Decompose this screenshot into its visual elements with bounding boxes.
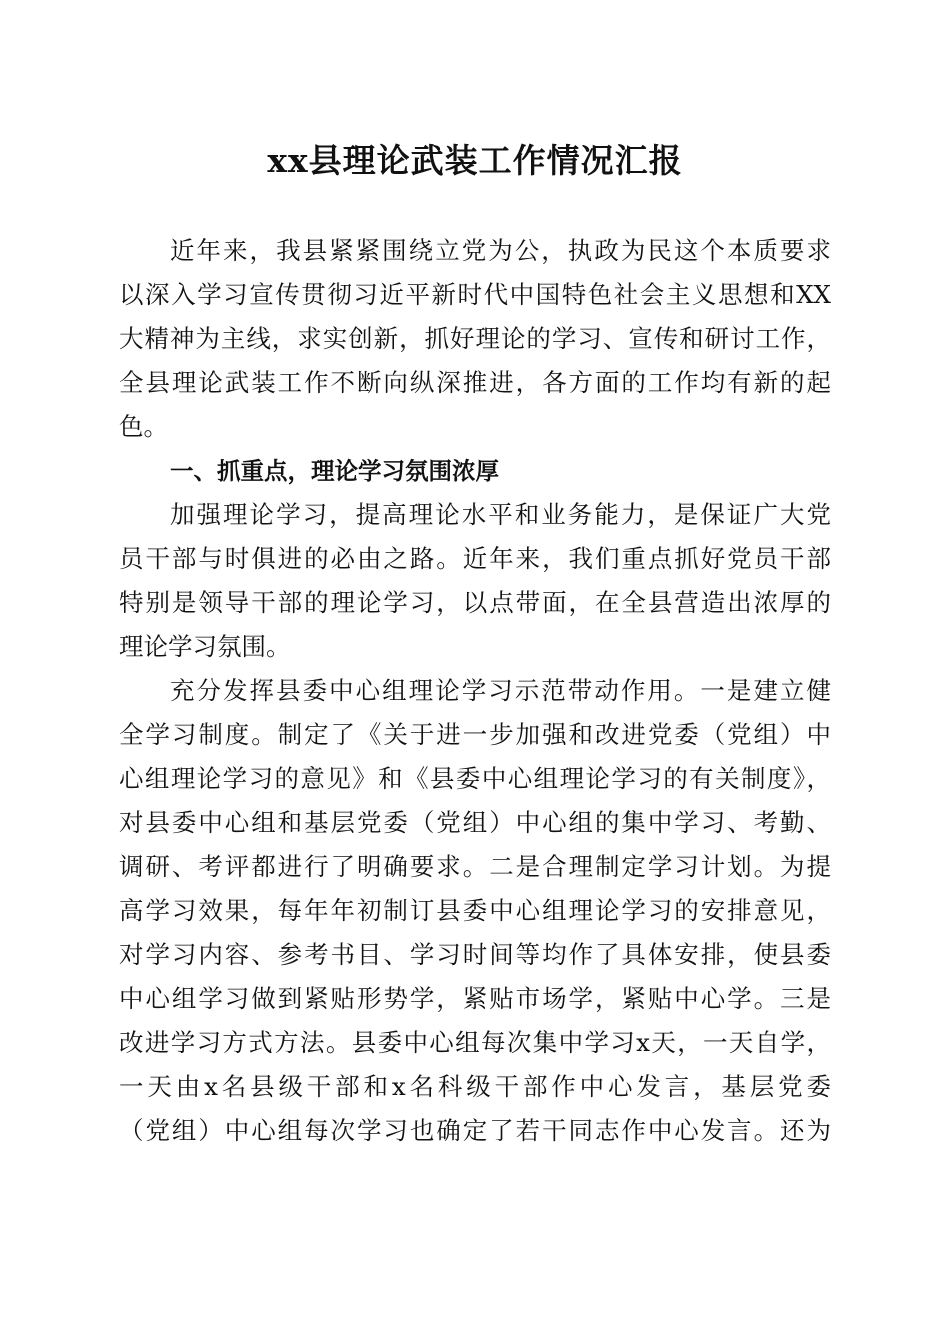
paragraph-line: 色。 xyxy=(119,412,168,441)
paragraph-line: 改进学习方式方法。县委中心组每次集中学习x天，一天自学， xyxy=(119,1028,831,1057)
paragraph-line: 以深入学习宣传贯彻习近平新时代中国特色社会主义思想和XX xyxy=(119,280,831,309)
paragraph-line: 对学习内容、参考书目、学习时间等均作了具体安排，使县委 xyxy=(119,940,831,969)
section-heading: 一、抓重点，理论学习氛围浓厚 xyxy=(170,457,499,485)
paragraph-line: 心组理论学习的意见》和《县委中心组理论学习的有关制度》， xyxy=(119,764,831,793)
document-body xyxy=(119,229,831,1153)
paragraph-line: 对县委中心组和基层党委（党组）中心组的集中学习、考勤、 xyxy=(119,808,831,837)
paragraph-line: 中心组学习做到紧贴形势学，紧贴市场学，紧贴中心学。三是 xyxy=(119,984,831,1013)
paragraph-line: 加强理论学习，提高理论水平和业务能力，是保证广大党 xyxy=(170,500,831,529)
document-title: xx县理论武装工作情况汇报 xyxy=(267,141,683,180)
paragraph-line: 理论学习氛围。 xyxy=(119,632,291,661)
paragraph-line: 高学习效果，每年年初制订县委中心组理论学习的安排意见， xyxy=(119,896,831,925)
paragraph-line: 全学习制度。制定了《关于进一步加强和改进党委（党组）中 xyxy=(119,720,831,749)
paragraph-line: 调研、考评都进行了明确要求。二是合理制定学习计划。为提 xyxy=(119,852,831,881)
paragraph-line: 特别是领导干部的理论学习，以点带面，在全县营造出浓厚的 xyxy=(119,588,831,617)
paragraph-line: （党组）中心组每次学习也确定了若干同志作中心发言。还为 xyxy=(119,1116,831,1145)
paragraph-line: 近年来，我县紧紧围绕立党为公，执政为民这个本质要求 xyxy=(170,236,831,265)
paragraph-line: 员干部与时俱进的必由之路。近年来，我们重点抓好党员干部 xyxy=(119,544,831,573)
paragraph-line: 大精神为主线，求实创新，抓好理论的学习、宣传和研讨工作， xyxy=(119,324,831,353)
paragraph-line: 充分发挥县委中心组理论学习示范带动作用。一是建立健 xyxy=(170,676,831,705)
paragraph-line: 全县理论武装工作不断向纵深推进，各方面的工作均有新的起 xyxy=(119,368,831,397)
paragraph-line: 一天由x名县级干部和x名科级干部作中心发言，基层党委 xyxy=(119,1072,831,1101)
